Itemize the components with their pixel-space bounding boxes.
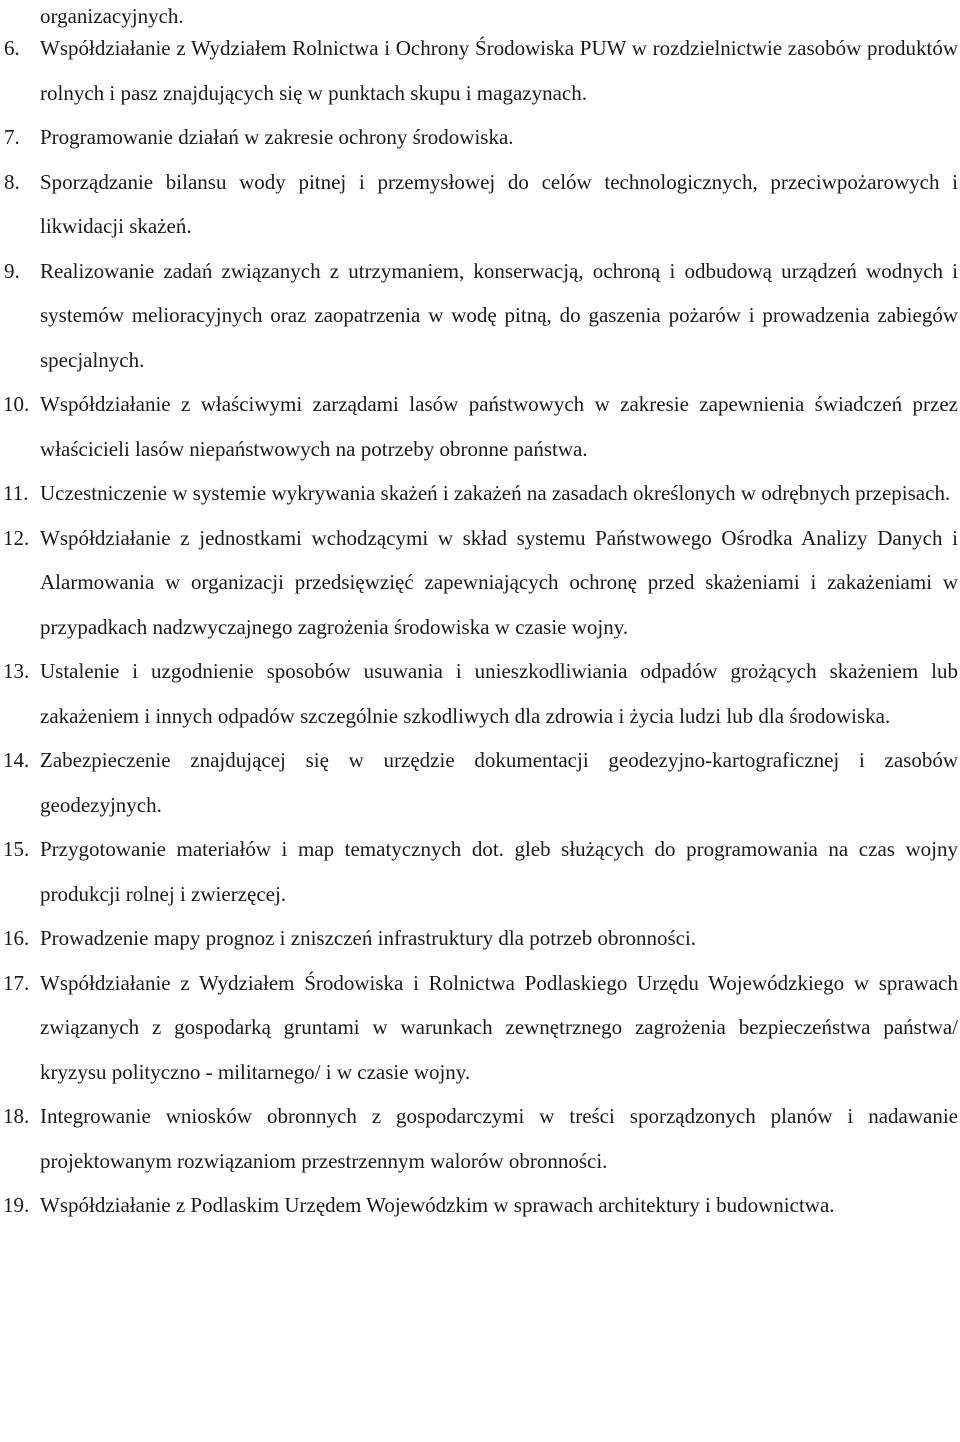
item-text: Współdziałanie z jednostkami wchodzącymi w skład systemu Państwowego Ośrodka Analizy Danych i Alarmowania w organizacji przedsięwzięć zapewniających ochronę przed skażeniami i zakażeniami w przypadkach nadzwyczajnego zagrożenia środowiska w czasie wojny. [40, 525, 958, 639]
list-item [0, 382, 960, 471]
list-item [0, 516, 960, 650]
item-text: Integrowanie wniosków obronnych z gospodarczymi w treści sporządzonych planów i nadawanie projektowanym rozwiązaniom przestrzennym walorów obronności. [40, 1104, 958, 1173]
list-item [0, 961, 960, 1095]
item-number: 18. [3, 1104, 30, 1128]
list-item [0, 649, 960, 738]
item-text: Ustalenie i uzgodnienie sposobów usuwania i unieszkodliwiania odpadów grożących skażeniem lub zakażeniem i innych odpadów szczególnie szkodliwych dla zdrowia i życia ludzi lub dla środowiska. [40, 659, 958, 728]
item-number: 6. [4, 36, 20, 60]
item-number: 12. [3, 525, 30, 550]
item-text: Współdziałanie z Wydziałem Środowiska i Rolnictwa Podlaskiego Urzędu Wojewódzkiego w sprawach związanych z gospodarką gruntami w warunkach zewnętrznego zagrożenia bezpieczeństwa państwa/ kryzysu polityczno - militarnego/ i w czasie wojny. [40, 970, 958, 1084]
list-item [0, 827, 960, 916]
item-text: Programowanie działań w zakresie ochrony środowiska. [40, 125, 514, 149]
list-item [0, 916, 960, 961]
item-text: Współdziałanie z Wydziałem Rolnictwa i Ochrony Środowiska PUW w rozdzielnictwie zasobów produktów rolnych i pasz znajdujących się w punktach skupu i magazynach. [40, 36, 958, 105]
list-item [0, 115, 960, 160]
continuation-text: organizacyjnych. [40, 4, 184, 28]
item-number: 7. [4, 125, 20, 149]
list-item [0, 249, 960, 383]
item-number: 14. [3, 748, 30, 772]
list-item [0, 1183, 960, 1228]
item-number: 19. [3, 1193, 30, 1217]
item-text: Realizowanie zadań związanych z utrzymaniem, konserwacją, ochroną i odbudową urządzeń wodnych i systemów melioracyjnych oraz zaopatrzenia w wodę pitną, do gaszenia pożarów i prowadzenia zabiegów specjalnych. [40, 258, 958, 372]
list-item [0, 1094, 960, 1183]
item-number: 10. [3, 392, 30, 416]
list-item [0, 738, 960, 827]
item-number: 11. [3, 481, 29, 505]
item-number: 13. [3, 659, 30, 683]
item-text: Współdziałanie z Podlaskim Urzędem Wojewódzkim w sprawach architektury i budownictwa. [40, 1193, 835, 1217]
item-number: 17. [3, 970, 30, 995]
item-number: 8. [4, 169, 20, 194]
list-item [0, 471, 960, 516]
item-number: 15. [3, 837, 30, 861]
numbered-list [0, 26, 960, 1228]
list-item [0, 26, 960, 115]
item-text: Sporządzanie bilansu wody pitnej i przemysłowej do celów technologicznych, przeciwpożarowych i likwidacji skażeń. [40, 169, 958, 238]
item-text: Zabezpieczenie znajdującej się w urzędzie dokumentacji geodezyjno-kartograficznej i zasobów geodezyjnych. [40, 748, 958, 817]
list-item [0, 160, 960, 249]
item-text: Uczestniczenie w systemie wykrywania skażeń i zakażeń na zasadach określonych w odrębnych przepisach. [40, 481, 951, 505]
item-text: Przygotowanie materiałów i map tematycznych dot. gleb służących do programowania na czas wojny produkcji rolnej i zwierzęcej. [40, 837, 958, 906]
item-number: 16. [3, 926, 30, 950]
item-text: Prowadzenie mapy prognoz i zniszczeń infrastruktury dla potrzeb obronności. [40, 926, 697, 950]
item-number: 9. [4, 258, 20, 283]
item-text: Współdziałanie z właściwymi zarządami lasów państwowych w zakresie zapewnienia świadczeń przez właścicieli lasów niepaństwowych na potrzeby obronne państwa. [40, 392, 958, 461]
